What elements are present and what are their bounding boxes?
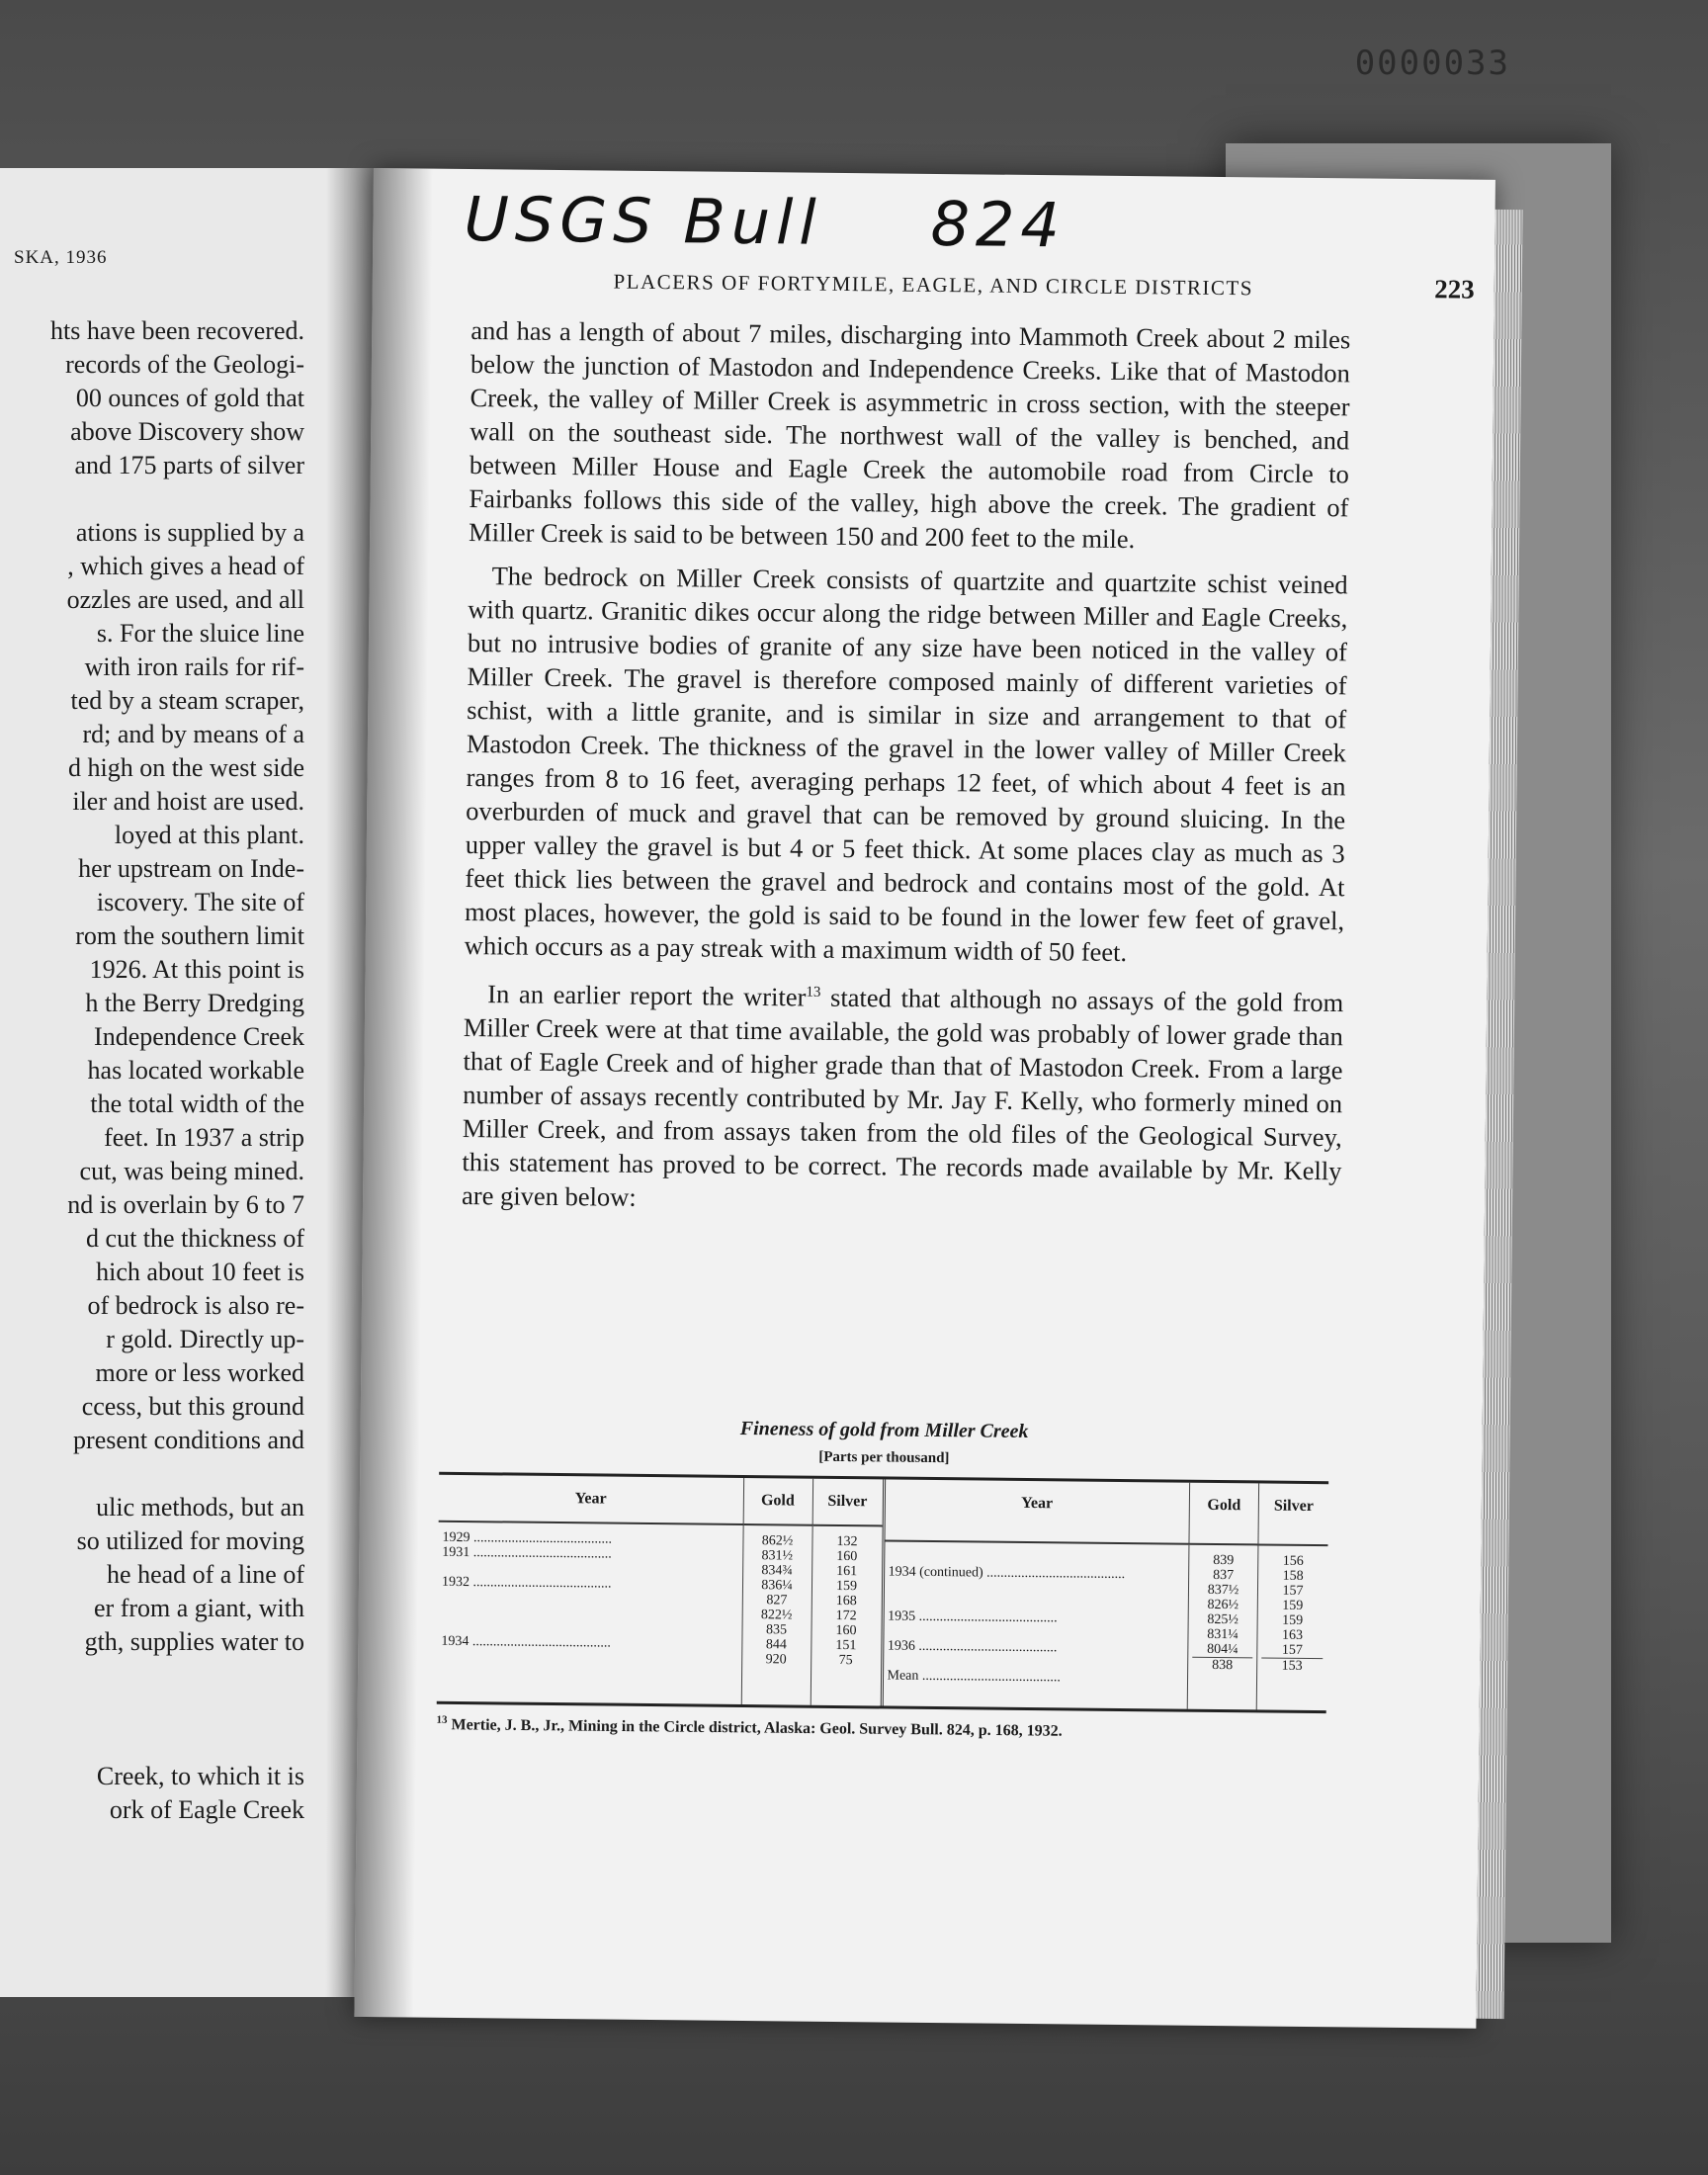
header-silver-2: Silver: [1258, 1483, 1328, 1546]
gold-cell: 835: [765, 1622, 788, 1638]
gold-cell: 837: [1213, 1567, 1235, 1584]
left-page-line: iler and hoist are used.: [72, 787, 304, 816]
silver-cell: 160: [835, 1622, 857, 1639]
gold-cell: 837½: [1207, 1582, 1239, 1599]
left-year-column: [437, 1522, 743, 1704]
left-page-line: ork of Eagle Creek: [109, 1795, 304, 1824]
silver-cell: 132: [836, 1533, 858, 1550]
table-title: Fineness of gold from Miller Creek: [739, 1417, 1029, 1443]
table-right-half: [883, 1479, 1328, 1710]
left-page-line: ozzles are used, and all: [66, 585, 304, 614]
gold-cell: 822½: [760, 1608, 793, 1623]
left-page-line: above Discovery show: [70, 417, 304, 446]
left-page-line: r gold. Directly up-: [106, 1325, 304, 1353]
gold-cell: 827: [766, 1593, 788, 1609]
gold-cell: 804¼: [1207, 1641, 1238, 1658]
footnote-reference: 13: [806, 984, 821, 1000]
left-page-line: ted by a steam scraper,: [70, 686, 304, 715]
left-page-line: has located workable: [87, 1056, 304, 1085]
header-gold: Gold: [743, 1478, 812, 1526]
left-page-line: ccess, but this ground: [81, 1392, 304, 1421]
silver-cell: 161: [836, 1563, 858, 1580]
paragraph-1: and has a length of about 7 miles, discharging into Mammoth Creek about 2 miles below the junction of Mastodon and Independence Creeks. Like that of Mastodon Creek, the valley of Miller Creek is asymmetric in cross section, with the steeper wall on the southeast side. The northwest wall of the valley is benched, and between Miller House and Eagle Creek the automobile road from Circle to Fairbanks follows this side of the valley, high above the creek. The gradient of Miller Creek is said to be between 150 and 200 feet to the mile.: [468, 315, 1351, 555]
year-cell: 1931 ........................................: [442, 1544, 612, 1562]
mean-gold: 838: [1192, 1657, 1252, 1674]
silver-cell: 163: [1281, 1627, 1304, 1643]
paragraph-3-end: stated that although no assays of the gold from Miller Creek were at that time available, the gold was probably of lower grade than that of Eagle Creek and of higher grade than that of Mastodon Creek. From a large number of assays recently contributed by Mr. Jay F. Kelly, who formerly mined on Miller Creek, and from assays taken from the old files of the Geological Survey, this statement has proved to be correct. The records made available by Mr. Kelly are given below:: [461, 982, 1344, 1212]
silver-cell: 151: [835, 1637, 857, 1654]
left-page-line: her upstream on Inde-: [78, 854, 304, 883]
year-cell: 1935 ........................................: [888, 1609, 1058, 1626]
header-gold-2: Gold: [1189, 1483, 1259, 1546]
year-cell: 1929 ........................................: [442, 1529, 613, 1547]
left-gold-column: [741, 1525, 812, 1705]
left-page-line: hts have been recovered.: [50, 316, 304, 345]
left-page-line: h the Berry Dredging: [85, 989, 304, 1017]
left-silver-column: [811, 1526, 882, 1706]
left-page-line: the total width of the: [90, 1089, 304, 1118]
gold-cell: 862½: [761, 1533, 794, 1549]
left-page-line: he head of a line of: [107, 1560, 304, 1589]
year-cell: [441, 1679, 737, 1696]
paragraph-2: The bedrock on Miller Creek consists of quartzite and quartzite schist veined with quartz. Granitic dikes occur along the ridge between Miller and Eagle Creeks, but no intrusive bodies of granite of any size have been noticed in the valley of Miller Creek. The gravel is therefore composed mainly of different varieties of schist, with a little granite, and is similar in size and arrangement to that of Mastodon Creek. The thickness of the gravel in the lower valley of Miller Creek ranges from 8 to 16 feet, averaging perhaps 12 feet, of which about 4 feet is an overburden of muck and gravel that can be removed by ground sluicing. In the upper valley the gravel is but 4 or 5 feet thick. At some places clay as much as 3 feet thick lies between the gravel and bedrock and contains most of the gold. At most places, however, the gold is said to be found in the lower few feet of gravel, which occurs as a pay streak with a maximum width of 50 feet.: [464, 561, 1348, 968]
fineness-table: [437, 1472, 1328, 1713]
gold-cell: 844: [765, 1637, 787, 1653]
left-page-line: Creek, to which it is: [96, 1762, 304, 1790]
paragraph-3: [462, 972, 1343, 1221]
left-page-line: [0, 482, 304, 516]
left-page-line: feet. In 1937 a strip: [104, 1123, 304, 1152]
left-page-line: [0, 1693, 304, 1726]
gold-cell: 831½: [761, 1548, 794, 1564]
fineness-table-block: [436, 1415, 1328, 1745]
silver-cell: 159: [835, 1578, 858, 1595]
left-page-line: present conditions and: [73, 1426, 304, 1454]
page-number: 223: [1434, 274, 1475, 304]
left-page-line: loyed at this plant.: [114, 821, 304, 849]
left-page-line: and 175 parts of silver: [74, 451, 304, 479]
left-page-line: gth, supplies water to: [84, 1627, 304, 1656]
left-page-line: records of the Geologi-: [65, 350, 304, 379]
footnote-text: Mertie, J. B., Jr., Mining in the Circle district, Alaska: Geol. Survey Bull. 824, p. 168, 1932.: [451, 1716, 1063, 1740]
right-page: [354, 168, 1495, 2029]
right-gold-column: [1188, 1545, 1259, 1710]
left-page-line: er from a giant, with: [94, 1594, 304, 1622]
year-cell: 1932 ........................................: [441, 1574, 612, 1592]
left-page-line: s. For the sluice line: [96, 619, 304, 648]
left-page-line: ulic methods, but an: [96, 1493, 304, 1522]
left-page-line: ations is supplied by a: [75, 518, 304, 547]
gold-cell: 834¾: [761, 1563, 793, 1579]
silver-cell: 75: [838, 1653, 853, 1669]
table-subtitle: [Parts per thousand]: [818, 1448, 950, 1467]
gold-cell: 920: [765, 1652, 787, 1668]
silver-cell: 157: [1282, 1583, 1304, 1599]
left-page-line: 00 ounces of gold that: [75, 384, 304, 412]
left-page-line: cut, was being mined.: [79, 1157, 304, 1185]
right-year-column: [883, 1541, 1189, 1708]
left-page: [0, 168, 395, 1997]
mean-silver: 153: [1261, 1657, 1323, 1674]
body-text: [462, 313, 1351, 1231]
gold-cell: 839: [1213, 1552, 1235, 1569]
silver-cell: 168: [835, 1593, 857, 1610]
left-page-line: more or less worked: [95, 1358, 304, 1387]
silver-cell: 159: [1282, 1612, 1304, 1628]
left-page-line: 1926. At this point is: [89, 955, 304, 984]
left-page-line: d cut the thickness of: [86, 1224, 304, 1253]
left-page-line: [0, 1457, 304, 1491]
handwritten-annotation: [464, 183, 1066, 261]
header-year: Year: [439, 1475, 744, 1525]
handwritten-text-2: 824: [930, 187, 1067, 262]
handwritten-text-1: USGS Bull: [464, 182, 822, 259]
left-page-text: [0, 314, 304, 1827]
header-year-2: Year: [885, 1479, 1190, 1544]
stamp-number: 0000033: [1354, 44, 1510, 83]
footnote-marker: 13: [436, 1713, 448, 1726]
left-page-line: [0, 1659, 304, 1693]
silver-cell: 160: [836, 1548, 858, 1565]
silver-cell: 157: [1281, 1642, 1303, 1658]
gold-cell: 836¼: [761, 1578, 793, 1594]
year-cell: 1934 ........................................: [441, 1633, 611, 1651]
left-page-line: so utilized for moving: [76, 1526, 304, 1555]
paragraph-3-start: In an earlier report the writer: [487, 979, 807, 1012]
left-page-line: nd is overlain by 6 to 7: [67, 1190, 304, 1219]
left-page-line: Independence Creek: [94, 1022, 304, 1051]
gold-cell: 825½: [1207, 1611, 1238, 1628]
gold-cell: 826½: [1207, 1597, 1239, 1613]
left-page-line: iscovery. The site of: [96, 888, 304, 916]
header-silver: Silver: [812, 1479, 882, 1527]
left-page-line: [0, 1726, 304, 1760]
silver-cell: 156: [1282, 1553, 1304, 1569]
left-page-line: rom the southern limit: [75, 921, 304, 950]
silver-cell: 172: [835, 1608, 857, 1624]
silver-cell: 159: [1282, 1598, 1304, 1613]
running-head: PLACERS OF FORTYMILE, EAGLE, AND CIRCLE DISTRICTS: [613, 269, 1254, 301]
left-page-line: of bedrock is also re-: [87, 1291, 304, 1320]
left-page-line: rd; and by means of a: [82, 720, 304, 748]
left-running-head: SKA, 1936: [14, 247, 108, 268]
right-silver-column: [1257, 1545, 1328, 1710]
left-page-line: with iron rails for rif-: [84, 652, 304, 681]
year-cell: 1936 ........................................: [887, 1638, 1058, 1656]
year-cell: 1934 (continued) ........................................: [888, 1564, 1126, 1583]
table-left-half: [437, 1475, 886, 1706]
left-page-line: d high on the west side: [67, 753, 304, 782]
left-page-line: , which gives a head of: [67, 552, 304, 580]
left-page-line: hich about 10 feet is: [96, 1258, 304, 1286]
silver-cell: 158: [1282, 1568, 1304, 1584]
gold-cell: 831¼: [1207, 1626, 1238, 1643]
footnote: [436, 1710, 1325, 1745]
year-cell: Mean ........................................: [887, 1668, 1062, 1686]
